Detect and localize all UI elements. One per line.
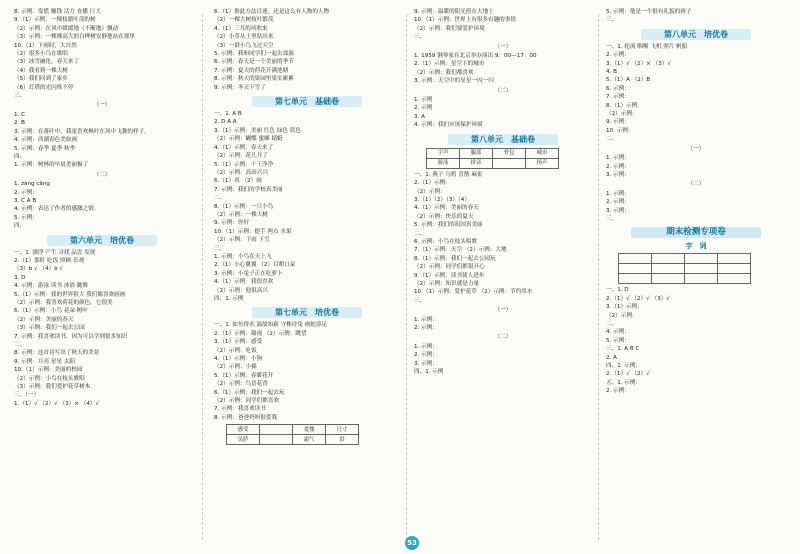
answer-line: 5. 示例：我们的祖国真美丽	[414, 222, 483, 229]
answer-line: 1. 示例：	[606, 155, 630, 162]
answer-line: （4）我看到一棵大树	[14, 67, 68, 74]
answer-line: （2）很多小鸟在歌唱	[14, 51, 68, 58]
answer-line: （2）示例：小鸟在枝头歌唱	[14, 375, 85, 382]
answer-grid-cell	[652, 254, 685, 264]
answer-line: 四、1. 示例：	[606, 363, 642, 369]
answer-line: 5.（1）A （2）B	[606, 77, 651, 84]
answer-grid-row	[619, 274, 751, 284]
answer-line: 三、（一）	[14, 392, 40, 399]
col1-top-block	[14, 8, 190, 231]
answer-line: 2. 示例：	[606, 388, 630, 395]
answer-grid-cell	[718, 254, 751, 264]
answer-line: 4. 示例：	[606, 329, 630, 336]
answer-line: 6.（1）推此方法目迷，还是这么有人物的人物	[214, 9, 330, 15]
answer-grid-cell: 扬声	[526, 158, 559, 168]
section-heading-unit7-advanced: 第七单元 培优卷	[252, 307, 362, 318]
answer-line: 二、	[14, 342, 26, 349]
page-number-badge: 53	[405, 536, 419, 550]
answer-line: （2）示例：	[606, 312, 638, 319]
answer-line: 8. 示例：秋天的果园里果实累累	[214, 76, 294, 83]
col4-section-block-2	[606, 286, 786, 395]
answer-line: 2. B	[14, 120, 25, 127]
answer-line: 四、1. 示例	[414, 369, 444, 376]
answer-line: （3）冰雪融化，春天来了	[14, 59, 80, 66]
col1-section-block	[14, 249, 190, 409]
answer-grid-cell	[652, 274, 685, 284]
answer-line: 三、	[214, 245, 226, 252]
answer-grid	[226, 424, 359, 445]
answer-line: 2.（1）√ （2）√ （3）√	[606, 295, 670, 302]
answer-grid-cell: 霜气	[293, 435, 326, 445]
answer-grid-cell	[685, 254, 718, 264]
answer-line: 6. 示例：小鸟在枝头唱歌	[414, 238, 478, 245]
answer-line: 1. 示例：树林的早晨美丽极了	[14, 162, 89, 169]
answer-line: 2. 示例：	[606, 52, 630, 59]
answer-line: （2）示例：鸟语花香	[214, 381, 268, 388]
answer-grid-cell: 字声	[427, 148, 460, 158]
answer-line: （2）示例：在风中缓缓地（不断地）飘动	[14, 25, 119, 32]
answer-line: （二）	[494, 334, 512, 341]
answer-line: 5. 示例：	[14, 214, 38, 221]
answer-line: 一、1. D	[606, 287, 629, 294]
col2-top-block	[214, 8, 400, 92]
answer-line: 四、1. 示例	[214, 296, 244, 302]
answer-line: 1. 示例：小鸟在天上飞	[214, 253, 272, 260]
answer-line: 4. 示例：西湖春色美如画	[14, 137, 78, 144]
answer-line: 一、1. 漂浮 产生 寻找 品尝 发现	[14, 249, 96, 256]
answer-grid-cell: 城市	[526, 148, 559, 158]
answer-line: 三、	[606, 17, 618, 24]
answer-line: （2）示例：下雨 下雪	[214, 237, 270, 244]
column-divider	[406, 14, 407, 540]
answer-grid-cell	[260, 425, 293, 435]
section-heading-unit6-advanced: 第六单元 培优卷	[47, 235, 157, 246]
answer-line: 1. 示例：	[606, 190, 630, 197]
answer-grid-cell	[685, 264, 718, 274]
answer-grid-cell: 腿部	[460, 148, 493, 158]
answer-line: 8. 示例：这首诗写出了秋天的美景	[14, 350, 100, 357]
answer-grid	[618, 253, 751, 284]
answer-grid-row	[427, 148, 559, 158]
answer-line: 3. 示例：	[606, 171, 630, 178]
answer-grid-row	[619, 254, 751, 264]
answer-line: （2）示例：花儿开了	[214, 153, 268, 160]
column-divider	[598, 14, 599, 540]
answer-line: 9. 示例：冬天下雪了	[214, 84, 266, 91]
answer-line: （3）示例：一棵棵高大的白桦树安静地站在那里	[14, 34, 136, 41]
answer-line: （2）示例：我喜欢荷花的颜色，它很美	[14, 300, 113, 306]
answer-line: 8. 示例：发慌 赚钱 活力 直播 巨大	[14, 9, 101, 15]
answer-grid-cell: 感受	[227, 425, 260, 435]
answer-line: （2）示例：	[606, 111, 638, 118]
answer-line: 2.（1）示例：星空下的城市	[414, 61, 485, 68]
answer-line: 6. 示例：春天是一个美丽的季节	[214, 59, 294, 66]
answer-grid-cell	[619, 274, 652, 284]
answer-line: 3. D	[14, 274, 26, 281]
answer-line: 二、	[606, 320, 618, 327]
answer-grid-cell: 游泳	[427, 158, 460, 168]
answer-line: 10.（1）下雨时，大自然	[14, 42, 77, 49]
answer-line: （二）	[687, 181, 705, 188]
answer-line: 3.（1）√ （2）× （3）√	[606, 60, 671, 67]
answer-line: 2.（1）小心翼翼 （2）目瞪口呆	[214, 262, 296, 269]
col3-section-block	[414, 171, 592, 377]
answer-line: 4.（1）示例：小狗	[214, 356, 263, 363]
answer-line: （2）示例：吃饭	[214, 347, 257, 354]
answer-line: 三、1. A B C	[606, 346, 640, 353]
answer-line: 6.（1）示例：我们一起去玩	[214, 389, 285, 396]
answer-line: 6.（1）示例：小鸟 花朵 树叶	[14, 308, 88, 315]
answer-grid-cell	[619, 254, 652, 264]
answer-line: 4.（1）示例：我很喜欢	[214, 279, 274, 286]
answer-line: 一、1. 轮流 咽喉 飞机 照片 帆船	[606, 43, 688, 50]
answer-line: 3.（1）示例：	[606, 304, 643, 311]
answer-line: 5. 示例：	[606, 337, 630, 344]
answer-line: （一）	[687, 145, 705, 152]
answer-line: 9.（1）示例：读书使人进步	[414, 272, 485, 279]
answer-line: 7. 示例：我喜欢读书	[214, 406, 266, 413]
answer-line: 2. 示例：	[606, 163, 630, 170]
answer-line: 7. 示例：	[606, 94, 630, 101]
answer-grid-cell	[718, 264, 751, 274]
answer-line: 一、1. A B	[214, 111, 242, 118]
answer-line: 9.（1）示例：一棵枝繁叶茂的树	[14, 17, 96, 24]
col4-section-block-1	[606, 43, 786, 224]
section-heading-unit8-advanced: 第八单元 培优卷	[641, 29, 751, 40]
answer-line: （3）一群小鸟飞过天空	[214, 42, 274, 49]
answer-line: 三、	[606, 215, 618, 222]
answer-line: 5.（1）示例：干干净净	[214, 161, 274, 168]
answer-line: 3. 示例：小兔子正在吃萝卜	[214, 270, 283, 277]
section-heading-unit7-basic: 第七单元 基础卷	[252, 96, 362, 107]
column-divider	[202, 14, 203, 540]
answer-line: 1. 示例：	[414, 316, 438, 323]
answer-line: 2.（1）示例：	[414, 180, 451, 187]
answer-line: 5. 示例：春季 夏季 秋季	[14, 145, 76, 152]
section-heading-final-exam: 期末检测专项卷	[631, 227, 761, 238]
answer-grid-cell	[260, 435, 293, 445]
answer-line: （2）示例：他很高兴	[214, 287, 268, 294]
answer-line: 4. B	[606, 69, 617, 76]
answer-grid-cell	[652, 264, 685, 274]
col3-top-block	[414, 8, 592, 130]
answer-grid-cell	[493, 158, 526, 168]
answer-line: 3. 示例：天空中的星星一闪一闪	[414, 78, 494, 85]
answer-line: 7. 示例：我们的学校真美丽	[214, 186, 283, 193]
answer-grid-cell: 羞愧	[293, 425, 326, 435]
answer-line: 5.（1）示例：我的世界很大 我们都喜欢画画	[14, 291, 126, 298]
answer-line: （二）	[494, 87, 512, 94]
answer-line: 五、1. 示例：	[606, 379, 642, 386]
answer-line: （2）示例：一棵大树	[214, 211, 268, 218]
answer-line: 3. 示例：在落叶中，我更喜欢枫叶在风中飞舞的样子。	[14, 128, 150, 135]
answer-line: 3. C A B	[14, 197, 37, 204]
answer-column-2	[214, 8, 400, 548]
answer-line: 4. 示例：游泳 读书 沐浴 跳舞	[14, 283, 88, 290]
answer-line: 4. 示例：我们应该保护环境	[414, 122, 483, 129]
answer-grid-cell: 泪	[326, 435, 359, 445]
answer-line: 10.（1）示例：爱护花草 （2）示例：节约用水	[414, 289, 533, 296]
answer-line: （二）	[93, 171, 111, 178]
answer-line: （2）示例：快乐的夏天	[414, 213, 474, 220]
answer-line: 二、	[214, 195, 226, 202]
answer-line: 三、	[414, 34, 426, 41]
answer-line: 9. 示例：月亮 星星 太阳	[14, 358, 76, 365]
answer-grid-row	[227, 435, 359, 445]
answer-column-1	[14, 8, 190, 548]
answer-line: （2）示例：小猫	[214, 364, 257, 371]
answer-line: 8.（1）示例：我们一起去公园玩	[414, 255, 496, 262]
answer-line: 二、	[606, 136, 618, 143]
answer-line: 四、	[14, 223, 26, 230]
answer-line: （一）	[93, 102, 111, 109]
answer-line: 2. A	[606, 354, 617, 361]
answer-line: 8.（1）示例：	[606, 102, 643, 109]
answer-grid-cell	[619, 264, 652, 274]
answer-line: （5）我们回到了家乡	[14, 76, 68, 83]
answer-grid-row	[427, 158, 559, 168]
answer-line: 9. 示例：	[606, 119, 630, 126]
answer-grid-cell: 拼音	[460, 158, 493, 168]
answer-line: 10. 示例：	[606, 127, 634, 134]
answer-line: 2. 示例：	[414, 352, 438, 359]
answer-line: （2）示例：知识就是力量	[414, 280, 480, 287]
answer-column-4	[606, 8, 786, 548]
answer-line: （6）灯塔的光闪烁不停	[14, 84, 74, 91]
answer-line: （一）	[494, 43, 512, 50]
answer-line: 4.（1）示例：美丽的春天	[414, 205, 479, 212]
answer-line: （一）	[494, 307, 512, 314]
answer-line: （2）示例：同学们都很开心	[414, 264, 485, 271]
answer-line: 9. 示例：你好	[214, 220, 250, 227]
answer-line: 8. 示例：爸爸妈妈很爱我	[214, 414, 278, 421]
answer-line: 三、	[414, 297, 426, 304]
answer-line: 1. 示例	[414, 97, 433, 104]
answer-line: 4. 示例：表达了作者的感激之情。	[14, 206, 100, 213]
answer-column-3	[414, 8, 592, 548]
answer-line: 3. 示例：	[414, 360, 438, 367]
answer-line: （2）示例：高高兴兴	[214, 169, 268, 176]
answer-line: 4.（1）示例：春天来了	[214, 144, 274, 151]
answer-line: 10.（1）示例：美丽的校园	[14, 367, 83, 374]
answer-grid-cell: 吴萨	[227, 435, 260, 445]
col2-section-block-2	[214, 321, 400, 422]
answer-line: （2）示例：我们要爱护环境	[414, 25, 485, 32]
answer-line: 四、	[14, 153, 26, 160]
answer-line: 2.（1）√ （2）√	[606, 371, 650, 378]
answer-grid-cell	[718, 274, 751, 284]
answer-grid-row	[227, 425, 359, 435]
col2-section-block-1	[214, 110, 400, 303]
answer-line: 3.（1）示例：感受	[214, 339, 263, 346]
answer-line: （3）示例：我们一起去公园	[14, 325, 85, 332]
answer-line: 2. 示例：	[14, 189, 38, 196]
answer-line: 1. C	[14, 111, 26, 118]
answer-line: 9. 示例：温暖的阳光照在大地上	[414, 9, 494, 15]
answer-line: 1. 1959 钢琴家在北京举办演出 9：00—17：00	[414, 53, 537, 60]
answer-line: （2）示例：蝴蝶 蜜蜂 蜻蜓	[214, 136, 283, 143]
answer-grid	[426, 148, 559, 169]
answer-grid-cell: 骨包	[493, 148, 526, 158]
answer-line: 6.（1）风 （2）雨	[214, 178, 262, 185]
answer-line: 5. 示例：我和同学们一起去郊游	[214, 51, 294, 58]
answer-line: 1. zāng cāng	[14, 181, 50, 188]
answer-line: 2. 示例	[414, 105, 433, 112]
answer-line: （2）一棵大树枝叶繁茂	[214, 17, 274, 24]
answer-line: 2. 示例：	[606, 199, 630, 206]
answer-line: （3）b √ （4）b √	[14, 266, 64, 273]
answer-line: 8.（1）示例：一只小鸟	[214, 203, 274, 210]
answer-line: 7. 示例：夏天的荷花开满池塘	[214, 67, 289, 74]
answer-line: 10.（1）示例：世界上有很多有趣的事情	[414, 17, 516, 24]
answer-grid-row	[619, 264, 751, 274]
answer-line: 一、1. 燕子 乌鸦 喜鹊 麻雀	[414, 171, 483, 178]
answer-line: 2. D A A	[214, 119, 237, 126]
answer-line: （2）示例：我们都喜欢	[414, 69, 474, 76]
answer-line: （2）示例：美丽的春天	[14, 316, 74, 323]
answer-line: 2.（1）那时 吃饭 照顾 乐观	[14, 257, 85, 264]
answer-line: 3.（1）（2）（3）（4）	[414, 196, 470, 203]
answer-line: 三、	[14, 93, 26, 100]
answer-line: （3）示例：我们爱护花草树木	[14, 384, 91, 391]
answer-line: 7. 示例：我喜欢读书，因为可以学到很多知识	[14, 333, 128, 340]
answer-line: （2）小草从土里钻出来	[214, 34, 274, 41]
answer-line: 10.（1）示例：提手 两点 水果	[214, 228, 292, 235]
answer-line: 1. 示例：	[414, 343, 438, 350]
answer-line: 1.（1）√ （2）√ （3）× （4）√	[14, 400, 100, 407]
answer-line: 5.（1）示例：春暖花开	[214, 372, 274, 379]
answer-line: 3.（1）示例：美丽 红色 绿色 蓝色	[214, 127, 301, 134]
answer-grid-cell: 尺寸	[326, 425, 359, 435]
answer-line: 3. 示例：	[606, 207, 630, 214]
answer-line: 2.（1）示例：凝视 （2）示例：眺望	[214, 330, 307, 337]
answer-line: 5. 示例：他是一个很有礼貌的孩子	[606, 9, 692, 15]
answer-line: 2. 示例：	[414, 325, 438, 331]
answer-line: 4.（1）三月的风吹来	[214, 25, 268, 32]
subheading-vocabulary: 字 词	[685, 242, 707, 251]
section-heading-unit8-basic: 第八单元 基础卷	[448, 134, 558, 145]
answer-line: 一、1. 如鱼得水 温故知新 守株待兔 画蛇添足	[214, 322, 328, 329]
answer-line: （2）示例：同学们都喜欢	[214, 398, 280, 405]
answer-line: （2）示例：	[414, 188, 446, 195]
answer-line: 7.（1）示例：天空 （2）示例：大地	[414, 247, 507, 254]
answer-line: 3. A	[414, 113, 425, 120]
answer-line: 6. 示例：	[606, 85, 630, 92]
answer-line: 二、	[414, 230, 426, 237]
answer-grid-cell	[685, 274, 718, 284]
col4-top-block	[606, 8, 786, 25]
